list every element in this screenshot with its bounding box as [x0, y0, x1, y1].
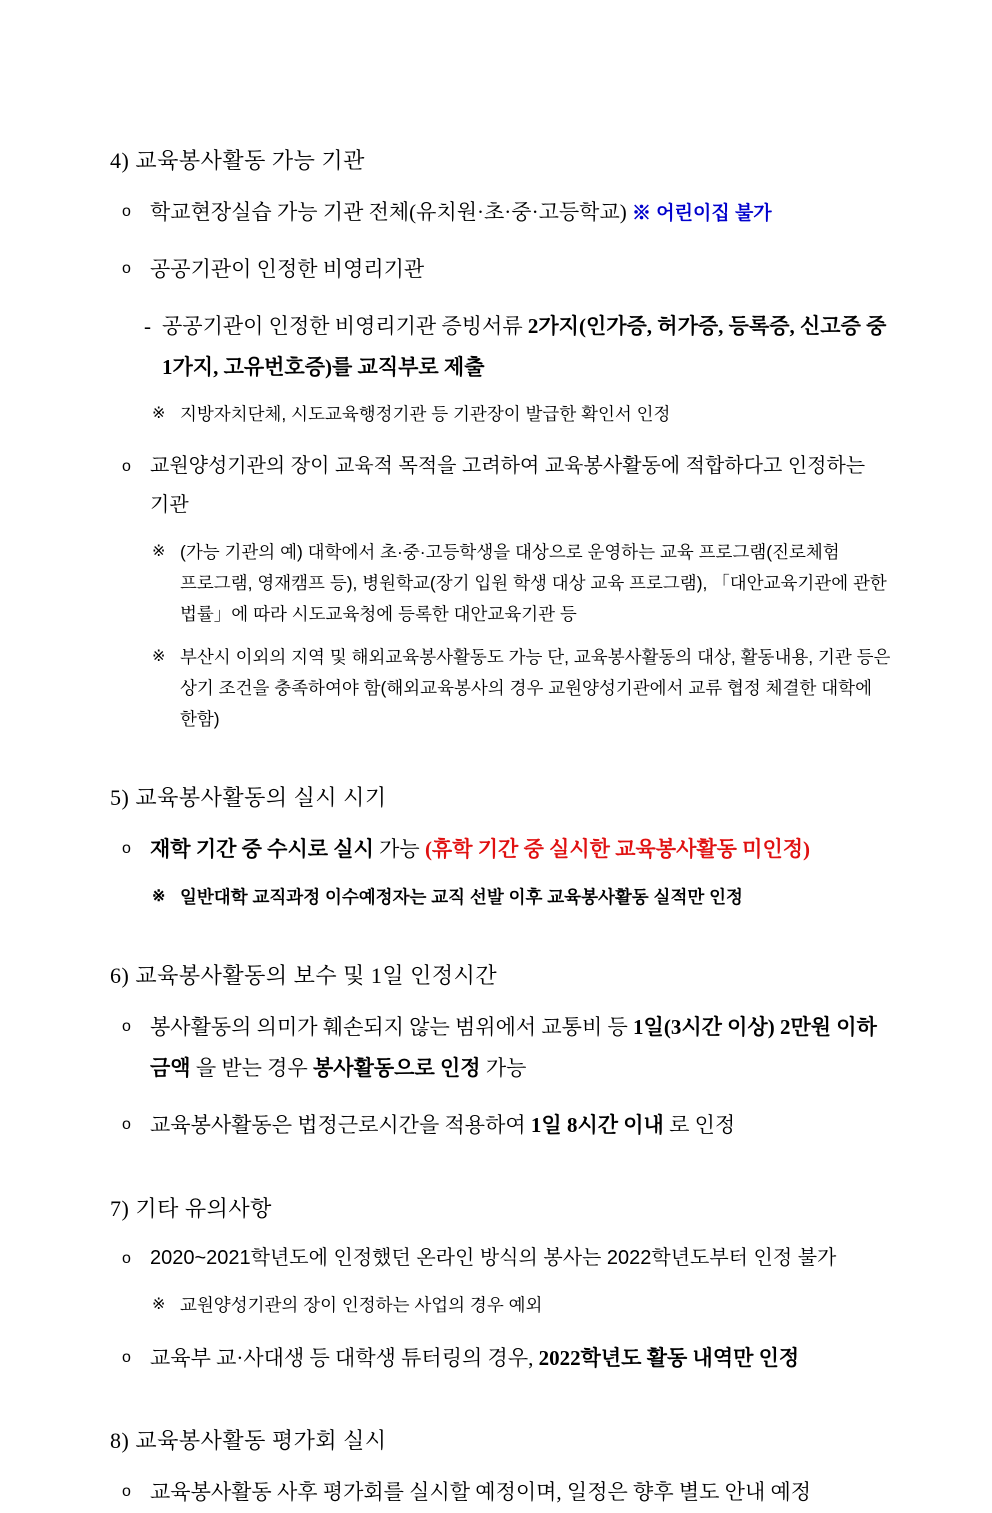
text-segment: 을 받는 경우 [195, 1055, 314, 1080]
section-heading: 8) 교육봉사활동 평가회 실시 [110, 1428, 387, 1454]
section-8 [110, 1426, 906, 1513]
note-item [110, 1290, 906, 1321]
bold-text-segment: 1일(3시간 이상) 2만원 이하 금액 [150, 1014, 877, 1080]
bullet-item [110, 829, 906, 870]
bullet-text: 2020~2021학년도에 인정했던 온라인 방식의 봉사는 2022학년도부터 인정 불가 [150, 1247, 837, 1270]
note-marker: ※ [152, 542, 166, 560]
bullet-item [110, 192, 906, 233]
bullet-text [150, 192, 906, 233]
bullet-marker: o [122, 259, 131, 277]
note-marker: ※ [152, 648, 166, 665]
section-5 [110, 783, 906, 913]
text-segment: 학교현장실습 가능 기관 전체(유치원·초·중·고등학교) [150, 199, 632, 224]
dash-text [162, 306, 906, 388]
section-heading: 6) 교육봉사활동의 보수 및 1일 인정시간 [110, 963, 498, 989]
text-segment: 로 인정 [669, 1112, 736, 1137]
bullet-marker: o [122, 1017, 131, 1035]
bullet-marker: o [122, 1250, 131, 1268]
bullet-item [110, 1105, 906, 1146]
text-segment: 교육부 교·사대생 등 대학생 튜터링의 경우, [150, 1345, 539, 1370]
note-text: 교원양성기관의 장이 인정하는 사업의 경우 예외 [180, 1295, 543, 1316]
note-text: (가능 기관의 예) 대학에서 초·중·고등학생을 대상으로 운영하는 교육 프로그램(진로체험 프로그램, 영재캠프 등), 병원학교(장기 입원 학생 대상 교육 프로그램), 「대안교육기관에 관한 법률」에 따라 시도교육청에 등록한 대안교육기관 등 [180, 541, 887, 624]
bullet-text: 교육봉사활동 사후 평가회를 실시할 예정이며, 일정은 향후 별도 안내 예정 [150, 1480, 812, 1505]
text-segment: 가능 [485, 1055, 527, 1080]
bullet-text: 교원양성기관의 장이 교육적 목적을 고려하여 교육봉사활동에 적합하다고 인정하는 기관 [150, 454, 866, 516]
bullet-marker: o [122, 1348, 131, 1366]
bullet-text [150, 249, 906, 290]
bullet-item [110, 1007, 906, 1089]
bullet-marker: o [122, 457, 131, 475]
note-item [110, 399, 906, 430]
note-text: 일반대학 교직과정 이수예정자는 교직 선발 이후 교육봉사활동 실적만 인정 [180, 887, 743, 908]
dash-marker: - [144, 313, 151, 338]
note-marker: ※ [152, 405, 166, 423]
text-segment: 공공기관이 인정한 비영리기관 [150, 256, 425, 281]
section-heading: 4) 교육봉사활동 가능 기관 [110, 148, 365, 173]
bold-text-segment: 재학 기간 중 수시로 실시 [150, 837, 374, 862]
bullet-marker: o [122, 840, 131, 858]
section-heading: 5) 교육봉사활동의 실시 시기 [110, 785, 387, 811]
note-marker: ※ [152, 1296, 166, 1314]
note-text: 부산시 이외의 지역 및 해외교육봉사활동도 가능 단, 교육봉사활동의 대상, 활동내용, 기관 등은 상기 조건을 충족하여야 함(해외교육봉사의 경우 교원양성기관에서 교류 협정 체결한 대학에 한함) [180, 647, 891, 730]
blue-note-text: ※ 어린이집 불가 [631, 202, 772, 224]
bullet-item [110, 1239, 906, 1278]
bold-text-segment: 1일 8시간 이내 [530, 1112, 664, 1137]
section-heading: 7) 기타 유의사항 [110, 1195, 272, 1221]
bullet-text [150, 829, 906, 870]
text-segment: 가능 [379, 837, 420, 862]
bold-text-segment: 봉사활동으로 인정 [313, 1055, 481, 1080]
note-item [110, 642, 906, 735]
bold-text-segment: 2022학년도 활동 내역만 인정 [538, 1345, 800, 1370]
bullet-item [110, 1338, 906, 1379]
bullet-item [110, 249, 906, 290]
section-4 [110, 146, 906, 735]
bullet-item [110, 447, 906, 525]
bullet-item [110, 1472, 906, 1513]
text-segment: 교육봉사활동은 법정근로시간을 적용하여 [150, 1112, 531, 1137]
bullet-marker: o [122, 1115, 131, 1133]
note-marker: ※ [152, 888, 166, 906]
bullet-text [150, 1007, 906, 1089]
text-segment: 공공기관이 인정한 비영리기관 증빙서류 [162, 313, 528, 338]
bullet-marker: o [122, 202, 131, 220]
bullet-marker: o [122, 1483, 131, 1501]
red-warning-text: (휴학 기간 중 실시한 교육봉사활동 미인정) [424, 837, 811, 862]
note-item [110, 882, 906, 913]
text-segment: 봉사활동의 의미가 훼손되지 않는 범위에서 교통비 등 [150, 1014, 634, 1039]
bullet-text [150, 1105, 906, 1146]
bold-text-segment: 2가지(인가증, 허가증, 등록증, 신고증 중 1가지, 고유번호증)를 교직부로 제출 [162, 313, 887, 379]
note-item [110, 537, 906, 630]
section-7 [110, 1194, 906, 1379]
section-6 [110, 961, 906, 1146]
dash-sub-item [110, 306, 906, 388]
note-text: 지방자치단체, 시도교육행정기관 등 기관장이 발급한 확인서 인정 [180, 404, 671, 425]
bullet-text [150, 1338, 906, 1379]
